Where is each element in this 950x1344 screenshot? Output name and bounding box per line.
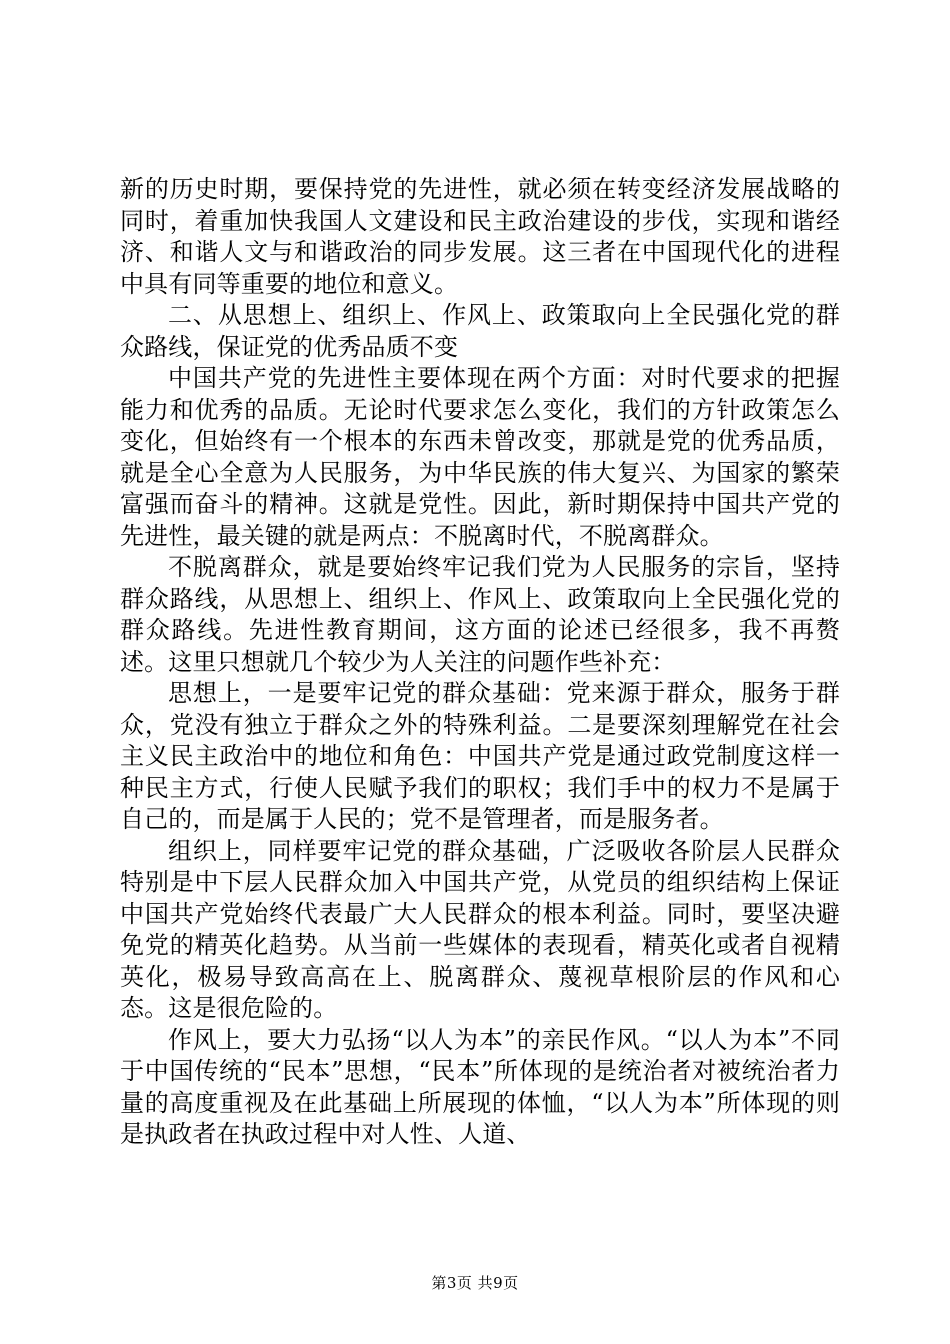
page-number-footer: 第3页 共9页 — [431, 1274, 519, 1292]
paragraph-organization: 组织上，同样要牢记党的群众基础，广泛吸收各阶层人民群众特别是中下层人民群众加入中国共产党，从党员的组织结构上保证中国共产党始终代表最广大人民群众的根本利益。同时，要坚决避免党的精英化趋势。从当前一些媒体的表现看，精英化或者自视精英化，极易导致高高在上、脱离群众、蔑视草根阶层的作风和心态。这是很危险的。 — [120, 836, 840, 1022]
paragraph-party-advancement: 中国共产党的先进性主要体现在两个方面：对时代要求的把握能力和优秀的品质。无论时代要求怎么变化，我们的方针政策怎么变化，但始终有一个根本的东西未曾改变，那就是党的优秀品质，就是全心全意为人民服务，为中华民族的伟大复兴、为国家的繁荣富强而奋斗的精神。这就是党性。因此，新时期保持中国共产党的先进性，最关键的就是两点：不脱离时代，不脱离群众。 — [120, 364, 840, 550]
paragraph-continuation: 新的历史时期，要保持党的先进性，就必须在转变经济发展战略的同时，着重加快我国人文建设和民主政治建设的步伐，实现和谐经济、和谐人文与和谐政治的同步发展。这三者在中国现代化的进程中具有同等重要的地位和意义。 — [120, 175, 840, 298]
document-body — [120, 174, 840, 1151]
paragraph-ideology: 思想上，一是要牢记党的群众基础：党来源于群众，服务于群众，党没有独立于群众之外的特殊利益。二是要深刻理解党在社会主义民主政治中的地位和角色：中国共产党是通过政党制度这样一种民主方式，行使人民赋予我们的职权；我们手中的权力不是属于自己的，而是属于人民的；党不是管理者，而是服务者。 — [120, 679, 840, 833]
section-heading: 二、从思想上、组织上、作风上、政策取向上全民强化党的群众路线，保证党的优秀品质不变 — [120, 301, 840, 361]
paragraph-not-leaving-masses: 不脱离群众，就是要始终牢记我们党为人民服务的宗旨，坚持群众路线，从思想上、组织上、作风上、政策取向上全民强化党的群众路线。先进性教育期间，这方面的论述已经很多，我不再赘述。这里只想就几个较少为人关注的问题作些补充： — [120, 553, 840, 676]
paragraph-work-style: 作风上，要大力弘扬“以人为本”的亲民作风。“以人为本”不同于中国传统的“民本”思想，“民本”所体现的是统治者对被统治者力量的高度重视及在此基础上所展现的体恤，“以人为本”所体现的则是执政者在执政过程中对人性、人道、 — [120, 1025, 840, 1148]
